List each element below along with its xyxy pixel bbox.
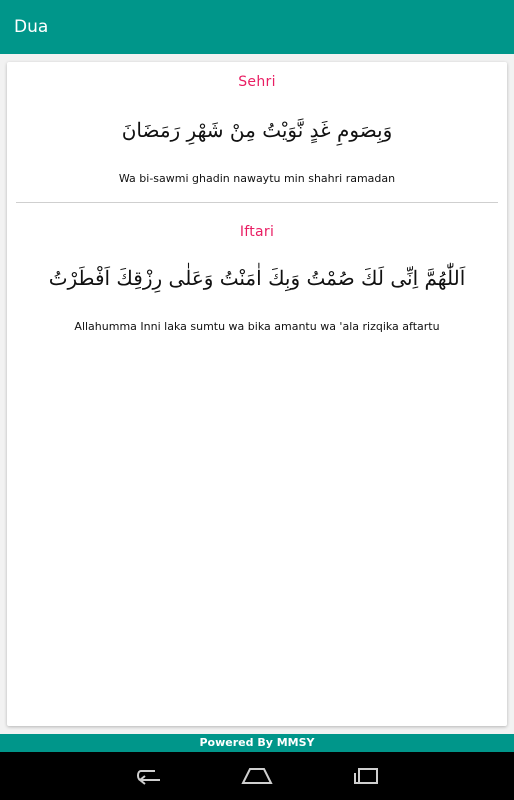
dua-transliteration: Wa bi-sawmi ghadin nawaytu min shahri ramadan xyxy=(118,172,396,185)
dua-arabic-text: وَبِصَومِ غَدٍ نَّوَيْتُ مِنْ شَهْرِ رَمَضَانَ xyxy=(121,118,393,142)
dua-arabic-text: اَللّٰهُمَّ اِنِّی لَكَ صُمْتُ وَبِكَ اٰمَنْتُ وَعَلٰى رِزْقِكَ اَفْطَرْتُ xyxy=(48,266,466,290)
back-button[interactable] xyxy=(118,752,178,800)
dua-card xyxy=(7,62,507,726)
powered-by-footer: Powered By MMSY xyxy=(0,734,514,752)
home-icon xyxy=(241,767,273,785)
system-nav-bar xyxy=(0,752,514,800)
recents-button[interactable] xyxy=(336,752,396,800)
home-button[interactable] xyxy=(227,752,287,800)
app-bar xyxy=(0,0,514,54)
back-icon xyxy=(133,767,163,785)
dua-heading: Iftari xyxy=(239,224,275,240)
app-title: Dua xyxy=(14,17,49,37)
recents-icon xyxy=(352,767,380,785)
divider xyxy=(16,202,498,203)
dua-transliteration: Allahumma Inni laka sumtu wa bika amantu wa 'ala rizqika aftartu xyxy=(74,320,440,333)
dua-heading: Sehri xyxy=(238,74,276,90)
